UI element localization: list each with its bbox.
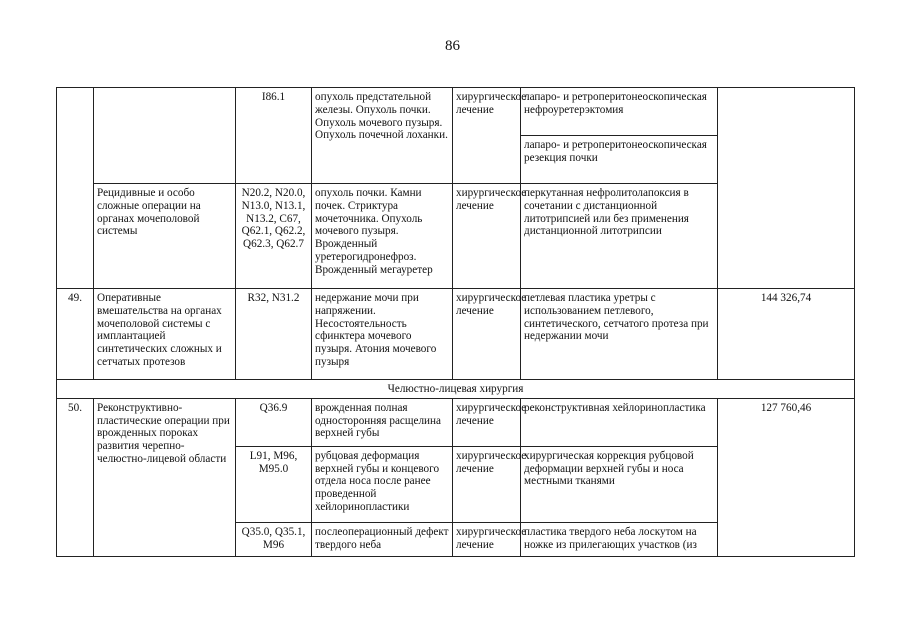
row-number-cell	[57, 88, 94, 289]
price-cell: 127 760,46	[718, 398, 855, 556]
section-row	[57, 380, 855, 399]
code-cell: Q36.9	[236, 398, 312, 446]
diagnosis-cell: опухоль почки. Камни почек. Стриктура мочеточника. Опухоль мочевого пузыря. Врожденный уретерогидронефроз. Врожденный мегауретер	[312, 184, 453, 289]
section-title: Челюстно-лицевая хирургия	[57, 380, 855, 399]
table-row	[57, 289, 855, 380]
diagnosis-cell: врожденная полная односторонняя расщелина верхней губы	[312, 398, 453, 446]
code-cell: R32, N31.2	[236, 289, 312, 380]
method-cell: хирургическая коррекция рубцовой деформации верхней губы и носа местными тканями	[521, 446, 718, 522]
treatment-cell: хирургическое лечение	[453, 184, 521, 289]
method-cell: петлевая пластика уретры с использованием петлевого, синтетического, сетчатого протеза при недержании мочи	[521, 289, 718, 380]
table-row	[57, 88, 855, 136]
treatment-cell: хирургическое лечение	[453, 88, 521, 184]
price-cell: 144 326,74	[718, 289, 855, 380]
code-cell: I86.1	[236, 88, 312, 184]
row-number-cell: 49.	[57, 289, 94, 380]
method-cell: лапаро- и ретроперитонеоскопическая нефроуретерэктомия	[521, 88, 718, 136]
treatment-cell: хирургическое лечение	[453, 446, 521, 522]
table-row	[57, 398, 855, 446]
procedures-table	[56, 87, 855, 557]
method-cell: пластика твердого неба лоскутом на ножке из прилегающих участков (из	[521, 522, 718, 556]
diagnosis-cell: недержание мочи при напряжении. Несостоятельность сфинктера мочевого пузыря. Атония мочевого пузыря	[312, 289, 453, 380]
method-cell: лапаро- и ретроперитонеоскопическая резекция почки	[521, 136, 718, 184]
code-cell: Q35.0, Q35.1, M96	[236, 522, 312, 556]
diagnosis-cell: опухоль предстательной железы. Опухоль почки. Опухоль мочевого пузыря. Опухоль почечной лоханки.	[312, 88, 453, 184]
code-cell: L91, M96, M95.0	[236, 446, 312, 522]
method-cell: реконструктивная хейлоринопластика	[521, 398, 718, 446]
name-cell	[94, 88, 236, 184]
name-cell: Реконструктивно-пластические операции при врожденных пороках развития черепно-челюстно-лицевой области	[94, 398, 236, 556]
name-cell: Рецидивные и особо сложные операции на органах мочеполовой системы	[94, 184, 236, 289]
diagnosis-cell: рубцовая деформация верхней губы и концевого отдела носа после ранее проведенной хейлоринопластики	[312, 446, 453, 522]
treatment-cell: хирургическое лечение	[453, 398, 521, 446]
page-number: 86	[445, 38, 460, 54]
row-number-cell: 50.	[57, 398, 94, 556]
method-cell: перкутанная нефролитолапоксия в сочетании с дистанционной литотрипсией или без применения дистанционной литотрипсии	[521, 184, 718, 289]
price-cell	[718, 88, 855, 289]
diagnosis-cell: послеоперационный дефект твердого неба	[312, 522, 453, 556]
treatment-cell: хирургическое лечение	[453, 522, 521, 556]
treatment-cell: хирургическое лечение	[453, 289, 521, 380]
code-cell: N20.2, N20.0, N13.0, N13.1, N13.2, C67, Q62.1, Q62.2, Q62.3, Q62.7	[236, 184, 312, 289]
name-cell: Оперативные вмешательства на органах мочеполовой системы с имплантацией синтетических сложных и сетчатых протезов	[94, 289, 236, 380]
